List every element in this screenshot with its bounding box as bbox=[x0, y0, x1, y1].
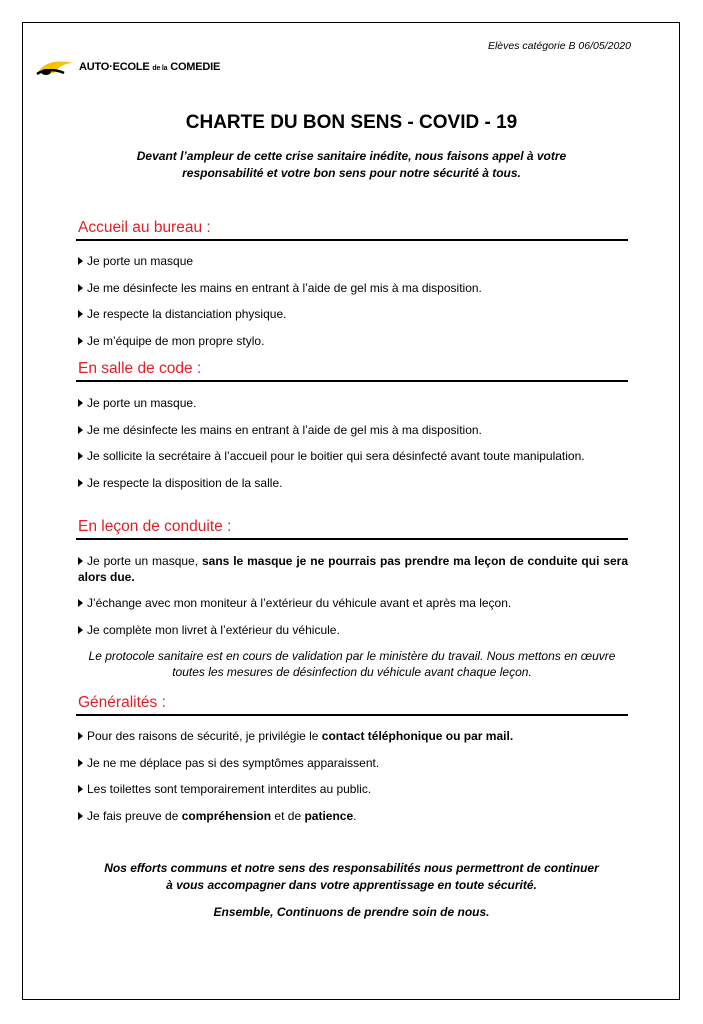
list-item: Je ne me déplace pas si des symptômes apparaissent. bbox=[78, 756, 628, 772]
logo-text: AUTO·ECOLE de la COMEDIE bbox=[79, 61, 221, 73]
list-item: Je porte un masque. bbox=[78, 396, 628, 412]
section-accueil bbox=[76, 218, 628, 349]
arrow-bullet-icon bbox=[78, 479, 83, 487]
list-item: Je sollicite la secrétaire à l’accueil pour le boitier qui sera désinfecté avant toute manipulation. bbox=[78, 449, 628, 465]
arrow-bullet-icon bbox=[78, 812, 83, 820]
arrow-bullet-icon bbox=[78, 599, 83, 607]
page-title: CHARTE DU BON SENS - COVID - 19 bbox=[185, 112, 518, 133]
arrow-bullet-icon bbox=[78, 310, 83, 318]
intro-text: Devant l’ampleur de cette crise sanitaire inédite, nous faisons appel à votre responsabilité et votre bon sens pour notre sécurité à tous. bbox=[136, 149, 567, 180]
closing-text: Nos efforts communs et notre sens des responsabilités nous permettront de continuer à vous accompagner dans votre apprentissage en toute sécurité. bbox=[104, 861, 599, 892]
list-item: Les toilettes sont temporairement interdites au public. bbox=[78, 782, 628, 798]
arrow-bullet-icon bbox=[78, 257, 83, 265]
list-item: Je me désinfecte les mains en entrant à l’aide de gel mis à ma disposition. bbox=[78, 423, 628, 439]
section-generalites bbox=[76, 693, 628, 824]
divider bbox=[76, 714, 628, 716]
list-item: Je m’équipe de mon propre stylo. bbox=[78, 334, 628, 350]
section-title: En leçon de conduite : bbox=[78, 518, 232, 535]
arrow-bullet-icon bbox=[78, 785, 83, 793]
list-item: Je me désinfecte les mains en entrant à l’aide de gel mis à ma disposition. bbox=[78, 281, 628, 297]
divider bbox=[76, 239, 628, 241]
arrow-bullet-icon bbox=[78, 626, 83, 634]
arrow-bullet-icon bbox=[78, 732, 83, 740]
section-title: En salle de code : bbox=[78, 360, 202, 377]
divider bbox=[76, 538, 628, 540]
section-title: Généralités : bbox=[78, 694, 166, 711]
arrow-bullet-icon bbox=[78, 426, 83, 434]
arrow-bullet-icon bbox=[78, 557, 83, 565]
car-logo-icon bbox=[36, 57, 76, 77]
protocol-note: Le protocole sanitaire est en cours de validation par le ministère du travail. Nous mettons en œuvre toutes les mesures de désinfection du véhicule avant chaque leçon. bbox=[88, 649, 616, 679]
list-item: J’échange avec mon moniteur à l’extérieur du véhicule avant et après ma leçon. bbox=[78, 596, 628, 612]
arrow-bullet-icon bbox=[78, 399, 83, 407]
arrow-bullet-icon bbox=[78, 452, 83, 460]
section-lecon-de-conduite bbox=[76, 517, 628, 680]
logo bbox=[36, 57, 220, 77]
list-item: Je respecte la distanciation physique. bbox=[78, 307, 628, 323]
list-item: Je porte un masque, sans le masque je ne pourrais pas prendre ma leçon de conduite qui sera alors due. bbox=[78, 554, 629, 584]
arrow-bullet-icon bbox=[78, 284, 83, 292]
list-item: Je complète mon livret à l’extérieur du véhicule. bbox=[78, 623, 628, 639]
document-meta: Elèves catégorie B 06/05/2020 bbox=[487, 40, 631, 52]
list-item: Je porte un masque bbox=[78, 254, 628, 270]
list-item: Pour des raisons de sécurité, je privilégie le contact téléphonique ou par mail. bbox=[78, 729, 628, 745]
list-item: Je fais preuve de compréhension et de patience. bbox=[78, 809, 628, 825]
closing-slogan: Ensemble, Continuons de prendre soin de nous. bbox=[213, 905, 490, 919]
section-title: Accueil au bureau : bbox=[78, 219, 211, 236]
arrow-bullet-icon bbox=[78, 759, 83, 767]
divider bbox=[76, 380, 628, 382]
arrow-bullet-icon bbox=[78, 337, 83, 345]
list-item: Je respecte la disposition de la salle. bbox=[78, 476, 628, 492]
section-salle-de-code bbox=[76, 359, 628, 491]
